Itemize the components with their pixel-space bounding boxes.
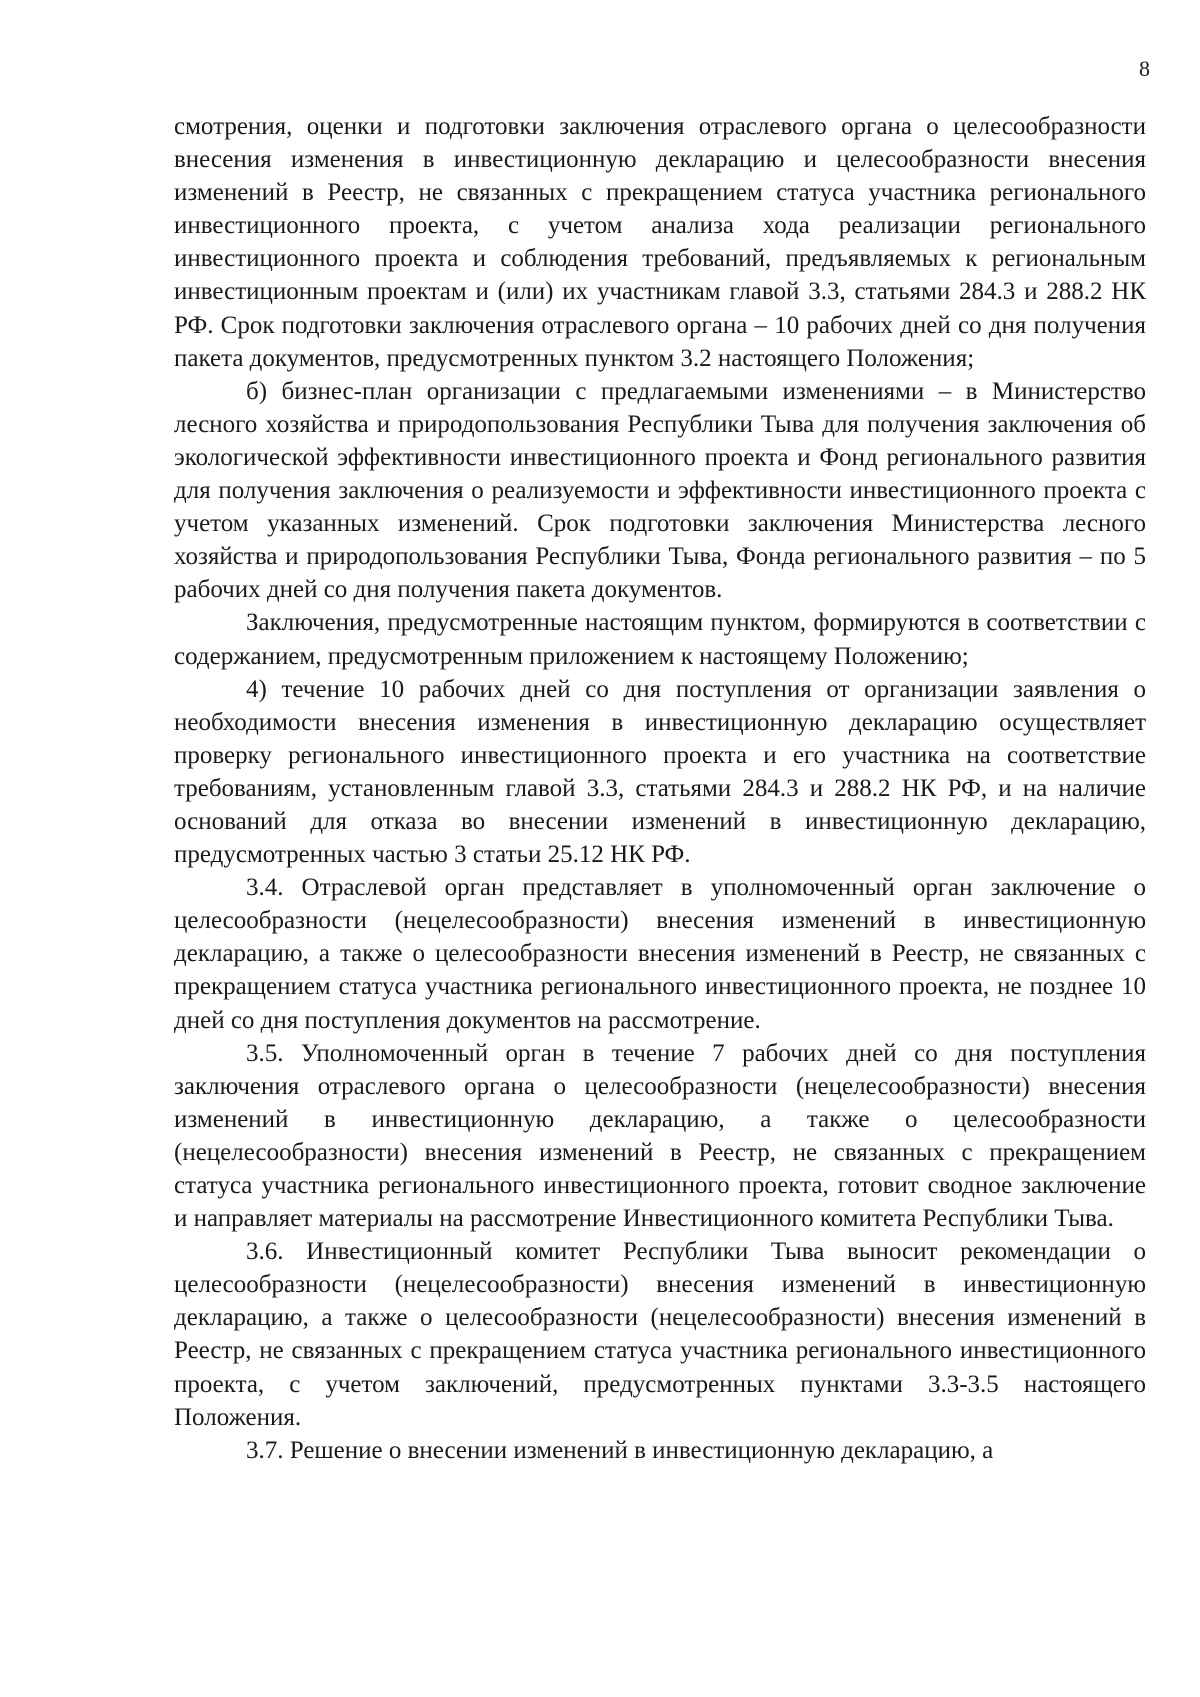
paragraph-conclusions: Заключения, предусмотренные настоящим пунктом, формируются в соответствии с содержанием, предусмотренным приложением к настоящему Положению; (174, 609, 1146, 670)
paragraph-item-4: 4) течение 10 рабочих дней со дня поступления от организации заявления о необходимости внесения изменения в инвестиционную декларацию осуществляет проверку регионального инвестиционного проекта и его участника на соответствие требованиям, установленным главой 3.3, статьями 284.3 и 288.2 НК РФ, и на наличие оснований для отказа во внесении изменений в инвестиционную декларацию, предусмотренных частью 3 статьи 25.12 НК РФ. (174, 675, 1146, 869)
document-body (174, 110, 1146, 1467)
paragraph-section-3-6: 3.6. Инвестиционный комитет Республики Тыва выносит рекомендации о целесообразности (нецелесообразности) внесения изменений в инвестиционную декларацию, а также о целесообразности (нецелесообразности) внесения изменений в Реестр, не связанных с прекращением статуса участника регионального инвестиционного проекта, с учетом заключений, предусмотренных пунктами 3.3-3.5 настоящего Положения. (174, 1238, 1146, 1431)
paragraph-section-3-7: 3.7. Решение о внесении изменений в инвестиционную декларацию, а (246, 1436, 994, 1464)
paragraph-section-3-5: 3.5. Уполномоченный орган в течение 7 рабочих дней со дня поступления заключения отраслевого органа о целесообразности (нецелесообразности) внесения изменений в инвестиционную декларацию, а также о целесообразности (нецелесообразности) внесения изменений в Реестр, не связанных с прекращением статуса участника регионального инвестиционного проекта, готовит сводное заключение и направляет материалы на рассмотрение Инвестиционного комитета Республики Тыва. (174, 1039, 1146, 1233)
page-number: 8 (1139, 56, 1150, 81)
paragraph-section-3-4: 3.4. Отраслевой орган представляет в уполномоченный орган заключение о целесообразности (нецелесообразности) внесения изменений в инвестиционную декларацию, а также о целесообразности внесения изменений в Реестр, не связанных с прекращением статуса участника регионального инвестиционного проекта, не позднее 10 дней со дня поступления документов на рассмотрение. (174, 874, 1146, 1034)
paragraph-item-b: б) бизнес-план организации с предлагаемыми изменениями – в Министерство лесного хозяйства и природопользования Республики Тыва для получения заключения об экологической эффективности инвестиционного проекта и Фонд регионального развития для получения заключения о реализуемости и эффективности инвестиционного проекта с учетом указанных изменений. Срок подготовки заключения Министерства лесного хозяйства и природопользования Республики Тыва, Фонда регионального развития – по 5 рабочих дней со дня получения пакета документов. (174, 377, 1146, 604)
paragraph-continuation: смотрения, оценки и подготовки заключения отраслевого органа о целесообразности внесения изменения в инвестиционную декларацию и целесообразности внесения изменений в Реестр, не связанных с прекращением статуса участника регионального инвестиционного проекта, с учетом анализа хода реализации регионального инвестиционного проекта и соблюдения требований, предъявляемых к региональным инвестиционным проектам и (или) их участникам главой 3.3, статьями 284.3 и 288.2 НК РФ. Срок подготовки заключения отраслевого органа – 10 рабочих дней со дня получения пакета документов, предусмотренных пунктом 3.2 настоящего Положения; (174, 113, 1146, 372)
